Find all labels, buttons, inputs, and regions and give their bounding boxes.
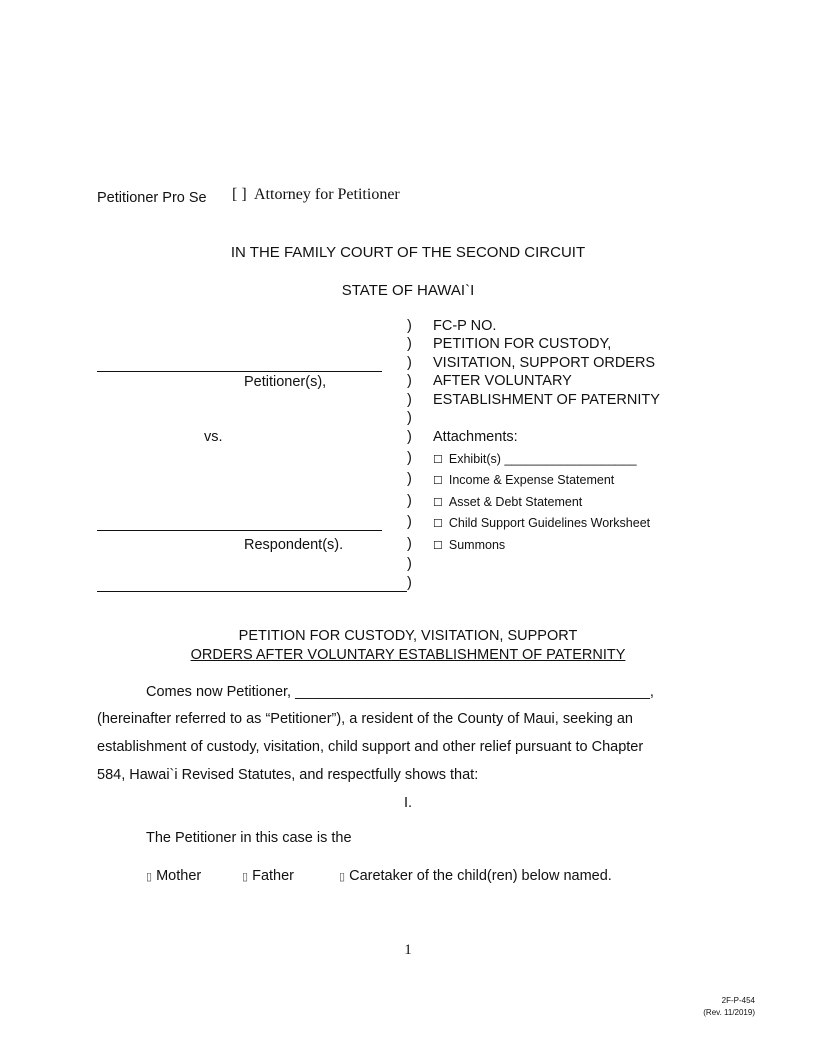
attachment-summons[interactable]: ☐ Summons bbox=[433, 538, 506, 552]
caption-paren: ) bbox=[407, 493, 412, 509]
body-line-3: establishment of custody, visitation, child support and other relief pursuant to Chapter bbox=[97, 739, 644, 755]
checkbox-icon[interactable]: ☐ bbox=[433, 518, 443, 530]
caption-paren: ) bbox=[407, 556, 412, 572]
petition-title-line2: ORDERS AFTER VOLUNTARY ESTABLISHMENT OF PATERNITY bbox=[190, 647, 626, 663]
doc-title-line: AFTER VOLUNTARY bbox=[433, 373, 572, 389]
petitioner-name-line[interactable] bbox=[97, 371, 382, 372]
caption-paren: ) bbox=[407, 336, 412, 352]
section-number: I. bbox=[404, 795, 413, 811]
attachment-asset-debt[interactable]: ☐ Asset & Debt Statement bbox=[433, 495, 583, 509]
doc-title-line: PETITION FOR CUSTODY, bbox=[433, 336, 612, 352]
petition-title-line1: PETITION FOR CUSTODY, VISITATION, SUPPORT bbox=[238, 628, 578, 644]
caption-paren: ) bbox=[407, 318, 412, 334]
court-title: IN THE FAMILY COURT OF THE SECOND CIRCUIT bbox=[230, 244, 586, 261]
petitioner-is-label: The Petitioner in this case is the bbox=[146, 830, 352, 846]
caption-paren: ) bbox=[407, 355, 412, 371]
doc-title-line: ESTABLISHMENT OF PATERNITY bbox=[433, 392, 660, 408]
case-number-label: FC-P NO. bbox=[433, 318, 497, 334]
checkbox-icon[interactable]: ☐ bbox=[433, 475, 443, 487]
attachment-child-support-worksheet[interactable]: ☐ Child Support Guidelines Worksheet bbox=[433, 516, 651, 530]
caption-paren: ) bbox=[407, 471, 412, 487]
attorney-checkbox[interactable]: [ ] bbox=[232, 186, 247, 203]
caption-paren: ) bbox=[407, 429, 412, 445]
caption-paren: ) bbox=[407, 450, 412, 466]
caption-paren: ) bbox=[407, 575, 412, 591]
page-number: 1 bbox=[404, 942, 412, 958]
respondent-label: Respondent(s). bbox=[244, 537, 344, 553]
respondent-name-line[interactable] bbox=[97, 530, 382, 531]
form-number: 2F-P-454 bbox=[721, 996, 755, 1005]
petitioner-pro-se-label: Petitioner Pro Se bbox=[97, 190, 207, 206]
caption-paren: ) bbox=[407, 536, 412, 552]
court-state: STATE OF HAWAI`I bbox=[341, 282, 475, 299]
option-father[interactable]: ▯ Father bbox=[242, 868, 295, 884]
form-revision: (Rev. 11/2019) bbox=[703, 1008, 755, 1017]
caption-paren: ) bbox=[407, 514, 412, 530]
checkbox-icon[interactable]: ▯ bbox=[242, 871, 249, 883]
option-caretaker[interactable]: ▯ Caretaker of the child(ren) below named. bbox=[339, 868, 612, 884]
body-line-2: (hereinafter referred to as “Petitioner”), a resident of the County of Maui, seeking an bbox=[97, 711, 633, 727]
caption-bottom-line bbox=[97, 591, 407, 592]
checkbox-icon[interactable]: ☐ bbox=[433, 454, 443, 466]
checkbox-icon[interactable]: ▯ bbox=[339, 871, 346, 883]
option-mother[interactable]: ▯ Mother bbox=[146, 868, 202, 884]
caption-paren: ) bbox=[407, 373, 412, 389]
body-line-1: Comes now Petitioner, ____________________________________________, bbox=[146, 684, 654, 700]
checkbox-icon[interactable]: ☐ bbox=[433, 540, 443, 552]
attachment-income-expense[interactable]: ☐ Income & Expense Statement bbox=[433, 473, 615, 487]
vs-label: vs. bbox=[204, 429, 223, 445]
attachments-label: Attachments: bbox=[433, 429, 518, 445]
checkbox-icon[interactable]: ☐ bbox=[433, 497, 443, 509]
body-line-4: 584, Hawai`i Revised Statutes, and respectfully shows that: bbox=[97, 767, 479, 783]
caption-paren: ) bbox=[407, 392, 412, 408]
petitioner-label: Petitioner(s), bbox=[244, 374, 327, 390]
caption-paren: ) bbox=[407, 410, 412, 426]
doc-title-line: VISITATION, SUPPORT ORDERS bbox=[433, 355, 656, 371]
attachment-exhibits[interactable]: ☐ Exhibit(s) ___________________ bbox=[433, 452, 637, 466]
attorney-for-petitioner-label: Attorney for Petitioner bbox=[254, 186, 400, 203]
checkbox-icon[interactable]: ▯ bbox=[146, 871, 153, 883]
